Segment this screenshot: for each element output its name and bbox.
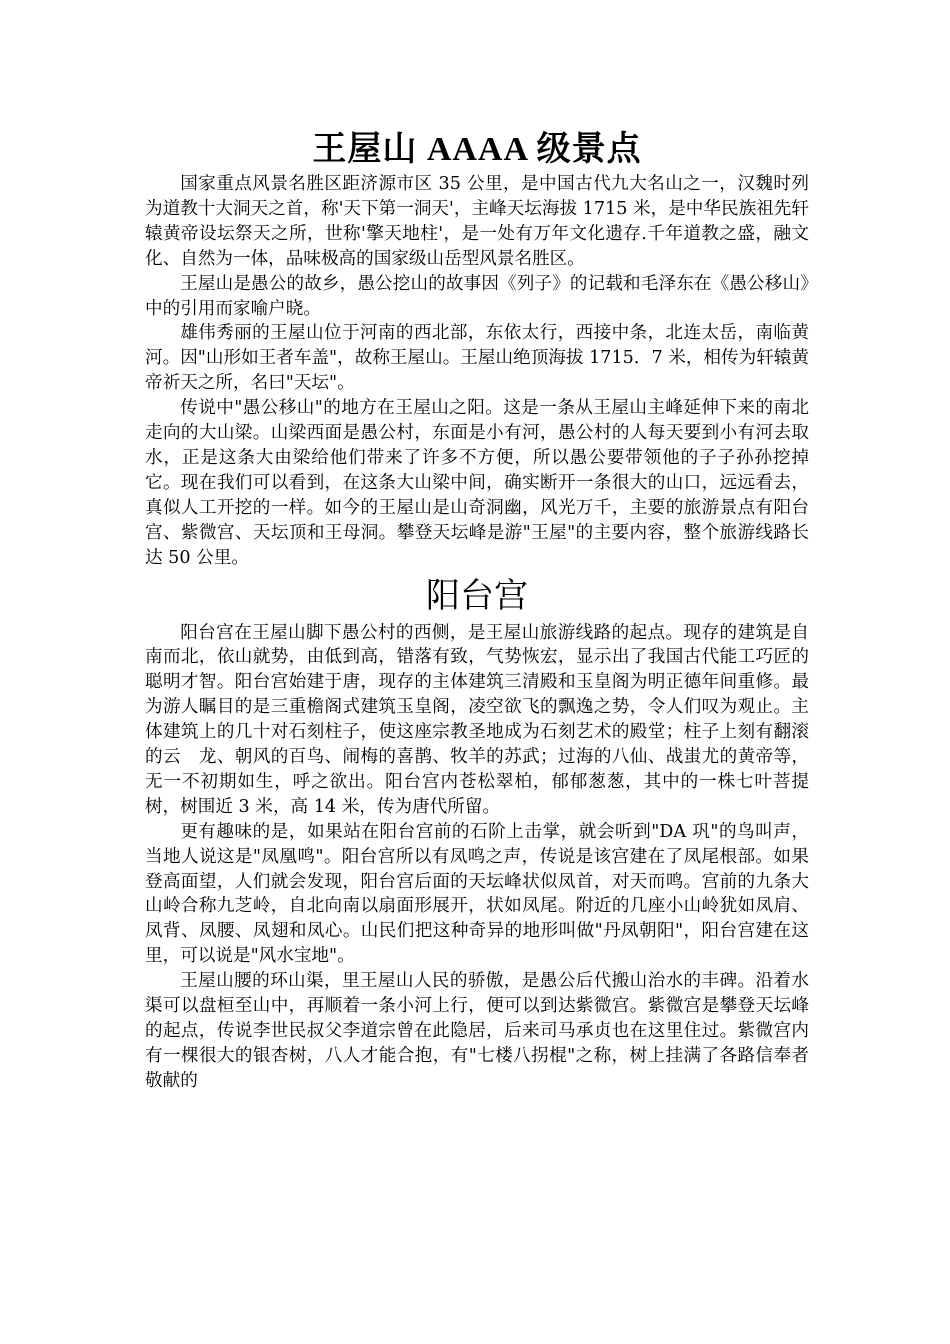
page-title: 王屋山 AAAA 级景点	[312, 131, 642, 168]
section-body	[145, 621, 809, 1094]
section-paragraph: 更有趣味的是，如果站在阳台宫前的石阶上击掌，就会听到"DA 巩"的鸟叫声，当地人说这是"凤凰鸣"。阳台宫所以有凤鸣之声，传说是该宫建在了凤尾根部。如果登高面望，人们就会发现，阳台宫后面的天坛峰状似凤首，对天而鸣。宫前的九条大山岭合称九芝岭，自北向南以扇面形展开，状如凤尾。附近的几座小山岭犹如凤肩、凤背、凤腰、凤翅和凤心。山民们把这种奇异的地形叫做"丹凤朝阳"，阳台宫建在这里，可以说是"风水宝地"。	[145, 821, 809, 967]
section-paragraph: 王屋山腰的环山渠，里王屋山人民的骄傲，是愚公后代搬山治水的丰碑。沿着水渠可以盘桓至山中，再顺着一条小河上行，便可以到达紫微宫。紫微宫是攀登天坛峰的起点，传说李世民叔父李道宗曾在此隐居，后来司马承贞也在这里住过。紫微宫内有一棵很大的银杏树，八人才能合抱，有"七楼八拐棍"之称，树上挂满了各路信奉者敬献的	[145, 971, 809, 1091]
intro-paragraph: 雄伟秀丽的王屋山位于河南的西北部，东依太行，西接中条，北连太岳，南临黄河。因"山形如王者车盖"，故称王屋山。王屋山绝顶海拔 1715．7 米，相传为轩辕黄帝祈天之所，名曰"天坛"。	[145, 323, 809, 394]
section-paragraph: 阳台宫在王屋山脚下愚公村的西侧，是王屋山旅游线路的起点。现存的建筑是自南而北，依山就势，由低到高，错落有致，气势恢宏，显示出了我国古代能工巧匠的聪明才智。阳台宫始建于唐，现存的主体建筑三清殿和玉皇阁为明正德年间重修。最为游人瞩目的是三重檐阁式建筑玉皇阁，凌空欲飞的飘逸之势，令人们叹为观止。主体建筑上的几十对石刻柱子，使这座宗教圣地成为石刻艺术的殿堂；柱子上刻有翻滚的云 龙、朝风的百鸟、闹梅的喜鹊、牧羊的苏武；过海的八仙、战蚩尤的黄帝等，无一不初期如生，呼之欲出。阳台宫内苍松翠柏，郁郁葱葱，其中的一株七叶菩提树，树围近 3 米，高 14 米，传为唐代所留。	[145, 622, 809, 817]
document-page	[145, 128, 809, 1094]
intro-paragraph: 国家重点风景名胜区距济源市区 35 公里，是中国古代九大名山之一，汉魏时列为道教十大洞天之首，称'天下第一洞天'，主峰天坛海拔 1715 米，是中华民族祖先轩辕黄帝设坛祭天之所，世称'擎天地柱'，是一处有万年文化遗存.千年道教之盛，融文化、自然为一体，品味极高的国家级山岳型风景名胜区。	[145, 174, 809, 269]
intro-paragraph: 王屋山是愚公的故乡，愚公挖山的故事因《列子》的记载和毛泽东在《愚公移山》中的引用而家喻户晓。	[145, 273, 809, 319]
section-title: 阳台宫	[426, 575, 528, 616]
intro-paragraph: 传说中"愚公移山"的地方在王屋山之阳。这是一条从王屋山主峰延伸下来的南北走向的大山梁。山梁西面是愚公村，东面是小有河，愚公村的人每天要到小有河去取水，正是这条大由梁给他们带来了许多不方便，所以愚公要带领他的子子孙孙挖掉它。现在我们可以看到，在这条大山梁中间，确实断开一条很大的山口，远远看去，真似人工开挖的一样。如今的王屋山是山奇洞幽，风光万千，主要的旅游景点有阳台宫、紫微宫、天坛顶和王母洞。攀登天坛峰是游"王屋"的主要内容，整个旅游线路长达 50 公里。	[145, 398, 809, 568]
intro-body	[145, 172, 809, 571]
